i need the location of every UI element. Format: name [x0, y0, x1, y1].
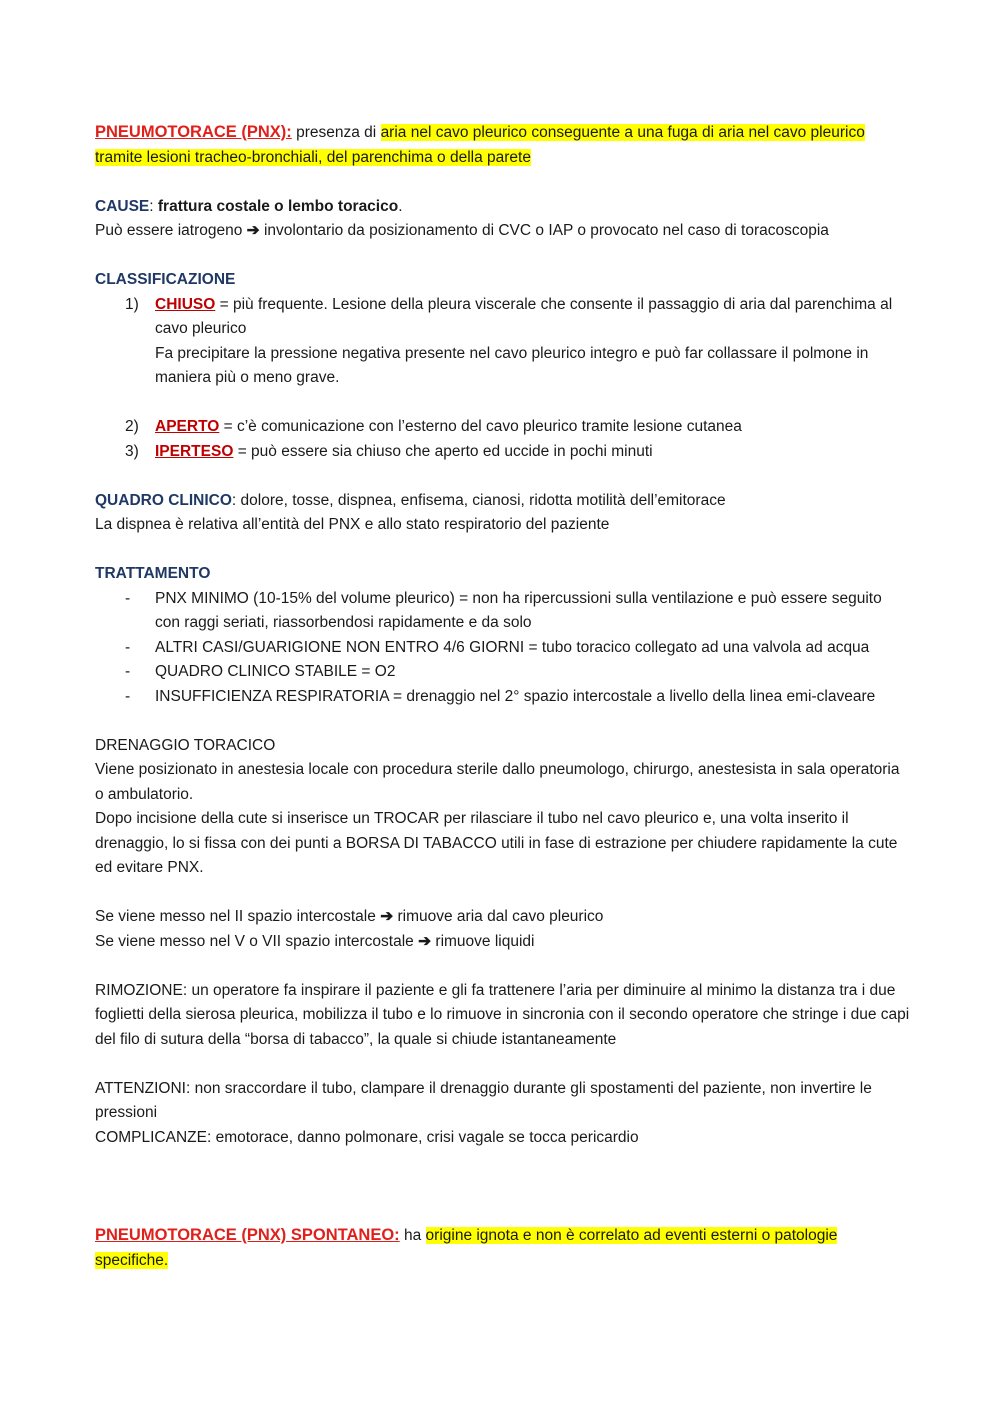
list-item: - INSUFFICIENZA RESPIRATORIA = drenaggio nel 2° spazio intercostale a livello della linea emi-claveare	[125, 687, 876, 705]
rimozione-paragraph: RIMOZIONE: un operatore fa inspirare il paziente e gli fa trattenere l’aria per diminuire al minimo la distanza tra i due foglietti della sierosa pleurica, mobilizza il tubo e lo rimuove in sincronia con il secondo operatore che stringe i due capi del filo di sutura della “borsa di tabacco”, la quale si chiude istantaneamente	[95, 981, 910, 1048]
classificazione-heading: CLASSIFICAZIONE	[95, 271, 236, 288]
cause-label: CAUSE	[95, 197, 150, 215]
term-iperteso: IPERTESO	[155, 442, 234, 460]
cause-line: CAUSE: frattura costale o lembo toracico.	[95, 197, 403, 215]
pnx-lead: presenza di	[296, 124, 377, 141]
document-body	[95, 120, 910, 1273]
list-item: 1) CHIUSO = più frequente. Lesione della pleura viscerale che consente il passaggio di aria dal parenchima al cavo pleurico	[125, 295, 893, 337]
pnx-spontaneo-title: PNEUMOTORACE (PNX) SPONTANEO:	[95, 1226, 400, 1244]
arrow-right-icon: ➔	[246, 222, 260, 239]
complicanze-line: COMPLICANZE: emotorace, danno polmonare, crisi vagale se tocca pericardio	[95, 1128, 639, 1146]
arrow-right-icon: ➔	[380, 908, 394, 925]
cause-text: frattura costale o lembo toracico	[157, 197, 399, 215]
quadro-clinico-label: QUADRO CLINICO	[95, 491, 232, 509]
chiuso-extra: Fa precipitare la pressione negativa presente nel cavo pleurico integro e può far collassare il polmone in maniera più o meno grave.	[155, 344, 869, 386]
term-chiuso: CHIUSO	[155, 295, 216, 313]
pnx-spontaneo-definition	[95, 1223, 910, 1273]
iatrogeno-line: Può essere iatrogeno ➔ involontario da posizionamento di CVC o IAP o provocato nel caso di toracoscopia	[95, 222, 829, 239]
pnx-definition	[95, 120, 910, 170]
spazio-v-line: Se viene messo nel V o VII spazio intercostale ➔ rimuove liquidi	[95, 932, 535, 950]
pnx-highlight: aria nel cavo pleurico conseguente a una fuga di aria nel cavo pleurico tramite lesioni tracheo-bronchiali, del parenchima o della parete	[95, 124, 865, 166]
pnx-spontaneo-lead: ha	[403, 1227, 422, 1244]
pnx-title: PNEUMOTORACE (PNX):	[95, 123, 292, 141]
pnx-spontaneo-highlight: origine ignota e non è correlato ad eventi esterni o patologie specifiche.	[95, 1227, 838, 1269]
quadro-clinico-line: QUADRO CLINICO: dolore, tosse, dispnea, enfisema, cianosi, ridotta motilità dell’emitorace	[95, 491, 726, 509]
list-item: 2) APERTO = c’è comunicazione con l’esterno del cavo pleurico tramite lesione cutanea	[125, 418, 742, 435]
spazio-ii-line: Se viene messo nel II spazio intercostale ➔ rimuove aria dal cavo pleurico	[95, 908, 604, 925]
list-item: 3) IPERTESO = può essere sia chiuso che aperto ed uccide in pochi minuti	[125, 442, 653, 460]
drenaggio-heading: DRENAGGIO TORACICO	[95, 736, 276, 754]
trattamento-heading: TRATTAMENTO	[95, 565, 211, 582]
list-item: - QUADRO CLINICO STABILE = O2	[125, 663, 396, 680]
attenzioni-paragraph: ATTENZIONI: non sraccordare il tubo, clampare il drenaggio durante gli spostamenti del paziente, non invertire le pressioni	[95, 1079, 872, 1121]
arrow-right-icon: ➔	[418, 932, 432, 950]
list-item: - PNX MINIMO (10-15% del volume pleurico) = non ha ripercussioni sulla ventilazione e può essere seguito con raggi seriati, riassorbendosi rapidamente e da solo	[125, 589, 882, 631]
drenaggio-p1: Viene posizionato in anestesia locale con procedura sterile dallo pneumologo, chirurgo, anestesista in sala operatoria o ambulatorio.	[95, 761, 900, 803]
drenaggio-p2: Dopo incisione della cute si inserisce un TROCAR per rilasciare il tubo nel cavo pleurico e, una volta inserito il drenaggio, lo si fissa con dei punti a BORSA DI TABACCO utili in fase di estrazione per chiudere rapidamente la cute ed evitare PNX.	[95, 810, 898, 876]
list-item: - ALTRI CASI/GUARIGIONE NON ENTRO 4/6 GIORNI = tubo toracico collegato ad una valvola ad acqua	[125, 638, 870, 656]
term-aperto: APERTO	[155, 418, 220, 435]
dispnea-line: La dispnea è relativa all’entità del PNX e allo stato respiratorio del paziente	[95, 516, 610, 533]
